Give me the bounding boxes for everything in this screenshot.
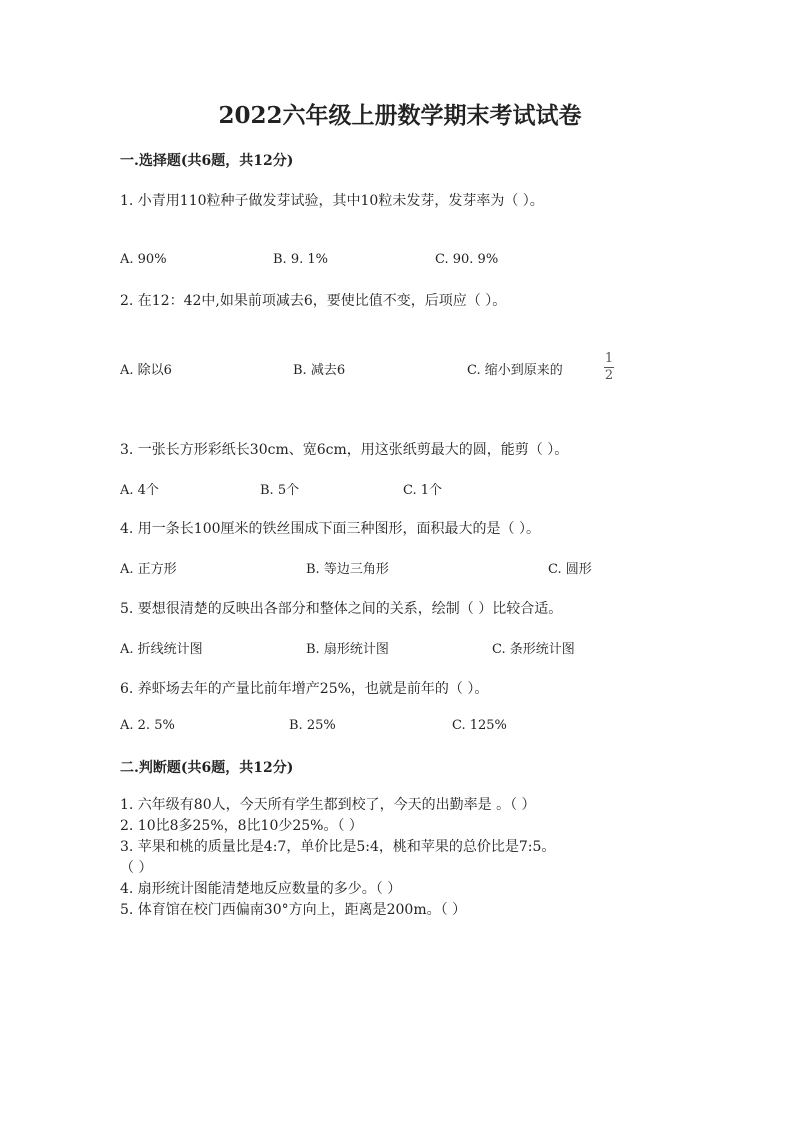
judgement-3: 3. 苹果和桃的质量比是4:7，单价比是5:4，桃和苹果的总价比是7:5。 bbox=[120, 839, 556, 855]
page-title: 2022六年级上册数学期末考试试卷 bbox=[218, 102, 582, 129]
judgement-2: 2. 10比8多25%，8比10少25%。（ ） bbox=[120, 818, 363, 834]
question-3: 3. 一张长方形彩纸长30cm、宽6cm，用这张纸剪最大的圆，能剪（ ）。 bbox=[120, 442, 569, 458]
question-5-option-a: A. 折线统计图 bbox=[120, 642, 203, 657]
question-2-option-b: B. 减去6 bbox=[293, 363, 346, 378]
question-2: 2. 在12：42中,如果前项减去6，要使比值不变，后项应（ ）。 bbox=[120, 293, 507, 309]
question-6-option-a: A. 2. 5% bbox=[120, 718, 175, 733]
question-2-option-c: C. 缩小到原来的 bbox=[467, 363, 563, 378]
question-3-option-b: B. 5个 bbox=[260, 483, 300, 498]
fraction-one-half bbox=[604, 352, 614, 383]
question-5-option-b: B. 扇形统计图 bbox=[306, 642, 389, 657]
fraction-numerator: 1 bbox=[604, 351, 614, 366]
question-4-option-b: B. 等边三角形 bbox=[306, 562, 389, 577]
question-6-option-b: B. 25% bbox=[289, 718, 336, 733]
section-heading-choice: 一.选择题(共6题，共12分) bbox=[120, 153, 294, 169]
question-2-option-a: A. 除以6 bbox=[120, 363, 172, 378]
question-5: 5. 要想很清楚的反映出各部分和整体之间的关系，绘制（ ）比较合适。 bbox=[120, 601, 563, 617]
question-4-option-a: A. 正方形 bbox=[120, 562, 177, 577]
question-6-option-c: C. 125% bbox=[452, 718, 507, 733]
question-3-option-c: C. 1个 bbox=[403, 483, 443, 498]
question-5-option-c: C. 条形统计图 bbox=[492, 642, 575, 657]
question-6: 6. 养虾场去年的产量比前年增产25%，也就是前年的（ ）。 bbox=[120, 681, 489, 697]
question-1-option-b: B. 9. 1% bbox=[273, 252, 328, 267]
judgement-5: 5. 体育馆在校门西偏南30°方向上，距离是200m。（ ） bbox=[120, 902, 467, 918]
question-3-option-a: A. 4个 bbox=[120, 483, 159, 498]
fraction-denominator: 2 bbox=[604, 368, 614, 383]
judgement-4: 4. 扇形统计图能清楚地反应数量的多少。（ ） bbox=[120, 881, 402, 897]
question-1: 1. 小青用110粒种子做发芽试验，其中10粒未发芽，发芽率为（ ）。 bbox=[120, 193, 544, 209]
judgement-1: 1. 六年级有80人，今天所有学生都到校了，今天的出勤率是 。（ ） bbox=[120, 797, 536, 813]
question-4-option-c: C. 圆形 bbox=[548, 562, 592, 577]
question-4: 4. 用一条长100厘米的铁丝围成下面三种图形，面积最大的是（ ）。 bbox=[120, 521, 540, 537]
question-1-option-a: A. 90% bbox=[120, 252, 167, 267]
judgement-3-answer-blank: （ ） bbox=[120, 860, 153, 876]
question-1-option-c: C. 90. 9% bbox=[435, 252, 499, 267]
section-heading-judgement: 二.判断题(共6题，共12分) bbox=[120, 760, 294, 776]
